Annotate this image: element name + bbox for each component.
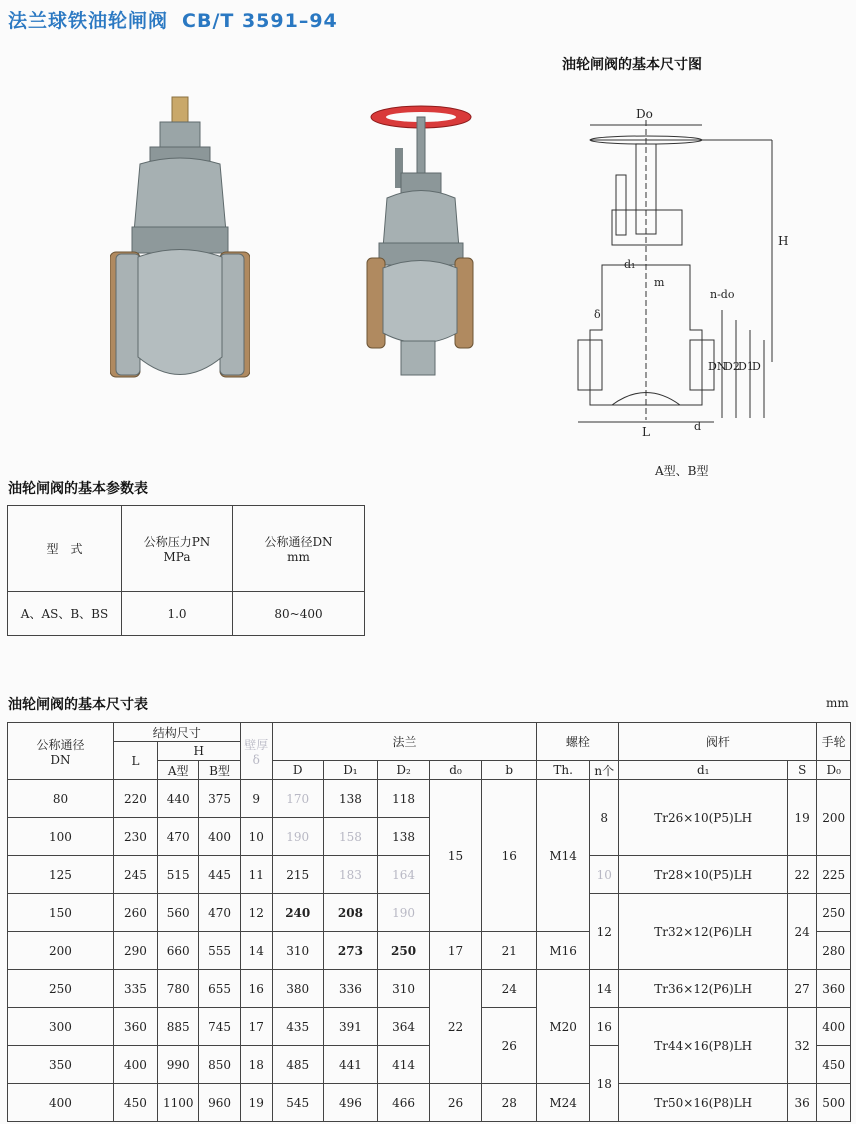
table-cell: 11 <box>240 856 272 894</box>
table-cell: M20 <box>537 970 590 1084</box>
table-cell: 960 <box>199 1084 240 1122</box>
table-row <box>8 894 851 932</box>
header-dn: 公称通径 DN <box>8 723 114 780</box>
header-n: n个 <box>590 761 619 780</box>
table-cell: 400 <box>199 818 240 856</box>
table-cell: 300 <box>8 1008 114 1046</box>
table-cell: 310 <box>378 970 430 1008</box>
table-cell: 80 <box>8 780 114 818</box>
table-cell: 441 <box>323 1046 378 1084</box>
header-b: b <box>482 761 537 780</box>
table-cell: 190 <box>378 894 430 932</box>
table-cell: 18 <box>240 1046 272 1084</box>
table-cell: 496 <box>323 1084 378 1122</box>
label-d1-small: d₁ <box>624 258 636 271</box>
table-cell: 200 <box>817 780 851 856</box>
table-cell: 12 <box>590 894 619 970</box>
label-D: D <box>752 360 761 373</box>
table-cell: 470 <box>199 894 240 932</box>
label-delta: δ <box>594 308 601 321</box>
table-cell: 28 <box>482 1084 537 1122</box>
table-cell: 240 <box>272 894 323 932</box>
table-cell: 414 <box>378 1046 430 1084</box>
table-cell: 190 <box>272 818 323 856</box>
table-cell: 364 <box>378 1008 430 1046</box>
header-wheel-do: D₀ <box>817 761 851 780</box>
table-cell: 260 <box>113 894 157 932</box>
table-cell: 400 <box>817 1008 851 1046</box>
header-L: L <box>113 742 157 780</box>
table-cell: 225 <box>817 856 851 894</box>
table-row <box>8 1084 851 1122</box>
standard-code: CB/T 3591–94 <box>182 10 338 32</box>
dimensions-table <box>7 722 851 1122</box>
gate-valve-photo-handwheel <box>365 103 475 378</box>
header-do: d₀ <box>429 761 481 780</box>
label-ndo: n-do <box>710 288 735 301</box>
params-header-pn: 公称压力PN MPa <box>122 506 233 592</box>
table-cell: 545 <box>272 1084 323 1122</box>
dims-heading: 油轮闸阀的基本尺寸表 <box>8 697 148 713</box>
table-cell: 230 <box>113 818 157 856</box>
table-cell: 780 <box>157 970 199 1008</box>
header-Hb: B型 <box>199 761 240 780</box>
table-cell: 466 <box>378 1084 430 1122</box>
table-cell: 215 <box>272 856 323 894</box>
label-D1: D1 <box>738 360 754 373</box>
table-cell: M16 <box>537 932 590 970</box>
table-cell: 8 <box>590 780 619 856</box>
table-cell: 850 <box>199 1046 240 1084</box>
table-cell: 100 <box>8 818 114 856</box>
table-cell: 24 <box>788 894 817 970</box>
table-cell: 14 <box>240 932 272 970</box>
table-cell: 15 <box>429 780 481 932</box>
header-wall: 壁厚 δ <box>240 723 272 780</box>
table-cell: 400 <box>113 1046 157 1084</box>
table-cell: 290 <box>113 932 157 970</box>
table-cell: 183 <box>323 856 378 894</box>
table-cell: 350 <box>8 1046 114 1084</box>
header-D2: D₂ <box>378 761 430 780</box>
table-cell: 19 <box>788 780 817 856</box>
label-L: L <box>642 425 650 439</box>
header-wheel: 手轮 <box>817 723 851 761</box>
table-cell: 118 <box>378 780 430 818</box>
table-cell: 660 <box>157 932 199 970</box>
params-pn: 1.0 <box>122 592 233 636</box>
table-cell: Tr28×10(P5)LH <box>619 856 788 894</box>
table-cell: 250 <box>8 970 114 1008</box>
table-cell: 400 <box>8 1084 114 1122</box>
table-cell: 158 <box>323 818 378 856</box>
table-cell: 10 <box>240 818 272 856</box>
table-row <box>8 780 851 818</box>
params-type: A、AS、B、BS <box>8 592 122 636</box>
table-cell: 515 <box>157 856 199 894</box>
table-cell: 16 <box>590 1008 619 1046</box>
table-cell: 560 <box>157 894 199 932</box>
header-th: Th. <box>537 761 590 780</box>
table-cell: 885 <box>157 1008 199 1046</box>
table-cell: 200 <box>8 932 114 970</box>
table-cell: 26 <box>482 1008 537 1084</box>
table-cell: 138 <box>323 780 378 818</box>
table-cell: 990 <box>157 1046 199 1084</box>
unit-label: mm <box>826 696 849 710</box>
table-cell: 150 <box>8 894 114 932</box>
header-D: D <box>272 761 323 780</box>
table-cell: 391 <box>323 1008 378 1046</box>
table-row <box>8 856 851 894</box>
table-cell: 12 <box>240 894 272 932</box>
table-cell: 380 <box>272 970 323 1008</box>
table-cell: 22 <box>429 970 481 1084</box>
table-cell: 10 <box>590 856 619 894</box>
table-cell: 19 <box>240 1084 272 1122</box>
table-cell: 14 <box>590 970 619 1008</box>
table-cell: 450 <box>817 1046 851 1084</box>
table-cell: 435 <box>272 1008 323 1046</box>
table-cell: 32 <box>788 1008 817 1084</box>
table-cell: 36 <box>788 1084 817 1122</box>
table-cell: 138 <box>378 818 430 856</box>
table-cell: Tr36×12(P6)LH <box>619 970 788 1008</box>
params-heading: 油轮闸阀的基本参数表 <box>8 481 148 497</box>
table-cell: 335 <box>113 970 157 1008</box>
table-cell: 555 <box>199 932 240 970</box>
table-row <box>8 1008 851 1046</box>
header-d1: d₁ <box>619 761 788 780</box>
table-cell: 26 <box>429 1084 481 1122</box>
params-header-dn: 公称通径DN mm <box>233 506 365 592</box>
table-cell: 220 <box>113 780 157 818</box>
table-cell: 21 <box>482 932 537 970</box>
table-cell: 360 <box>113 1008 157 1046</box>
header-H: H <box>157 742 240 761</box>
header-stem: 阀杆 <box>619 723 817 761</box>
table-cell: 485 <box>272 1046 323 1084</box>
table-cell: 250 <box>378 932 430 970</box>
table-cell: M24 <box>537 1084 590 1122</box>
table-cell: 310 <box>272 932 323 970</box>
table-cell: 1100 <box>157 1084 199 1122</box>
table-cell: 16 <box>240 970 272 1008</box>
table-cell: M14 <box>537 780 590 932</box>
label-dn: DN <box>708 360 727 373</box>
label-D2: D2 <box>724 360 740 373</box>
table-cell: 17 <box>429 932 481 970</box>
table-cell: 280 <box>817 932 851 970</box>
valve-dimension-diagram <box>572 100 802 440</box>
label-h: H <box>778 234 789 248</box>
table-cell: 17 <box>240 1008 272 1046</box>
page-title: 法兰球铁油轮闸阀 CB/T 3591–94 <box>8 10 338 32</box>
table-row <box>8 970 851 1008</box>
table-cell: 360 <box>817 970 851 1008</box>
table-cell: 375 <box>199 780 240 818</box>
table-cell: 170 <box>272 780 323 818</box>
table-cell: 500 <box>817 1084 851 1122</box>
header-flange: 法兰 <box>272 723 536 761</box>
table-cell: 745 <box>199 1008 240 1046</box>
table-cell: Tr44×16(P8)LH <box>619 1008 788 1084</box>
table-cell: 208 <box>323 894 378 932</box>
diagram-heading: 油轮闸阀的基本尺寸图 <box>562 57 702 73</box>
table-cell: Tr26×10(P5)LH <box>619 780 788 856</box>
table-cell: Tr32×12(P6)LH <box>619 894 788 970</box>
table-cell: 440 <box>157 780 199 818</box>
header-s: S <box>788 761 817 780</box>
gate-valve-photo-large <box>110 92 250 392</box>
label-do: Do <box>636 107 653 121</box>
table-cell: 336 <box>323 970 378 1008</box>
table-cell: 245 <box>113 856 157 894</box>
table-cell: 164 <box>378 856 430 894</box>
params-header-type: 型 式 <box>8 506 122 592</box>
table-cell: 250 <box>817 894 851 932</box>
table-cell: 445 <box>199 856 240 894</box>
table-cell: 16 <box>482 780 537 932</box>
header-bolt: 螺栓 <box>537 723 619 761</box>
table-cell: 470 <box>157 818 199 856</box>
table-cell: 27 <box>788 970 817 1008</box>
header-struct: 结构尺寸 <box>113 723 240 742</box>
header-D1: D₁ <box>323 761 378 780</box>
table-cell: 273 <box>323 932 378 970</box>
table-cell: 18 <box>590 1046 619 1122</box>
label-d: d <box>694 420 702 433</box>
table-cell: 655 <box>199 970 240 1008</box>
table-cell: Tr50×16(P8)LH <box>619 1084 788 1122</box>
label-m: m <box>654 276 665 289</box>
header-Ha: A型 <box>157 761 199 780</box>
params-dn: 80~400 <box>233 592 365 636</box>
params-table <box>7 505 365 636</box>
table-cell: 22 <box>788 856 817 894</box>
diagram-caption: A型、B型 <box>655 464 709 478</box>
table-cell: 125 <box>8 856 114 894</box>
table-cell: 450 <box>113 1084 157 1122</box>
table-cell: 24 <box>482 970 537 1008</box>
table-cell: 9 <box>240 780 272 818</box>
